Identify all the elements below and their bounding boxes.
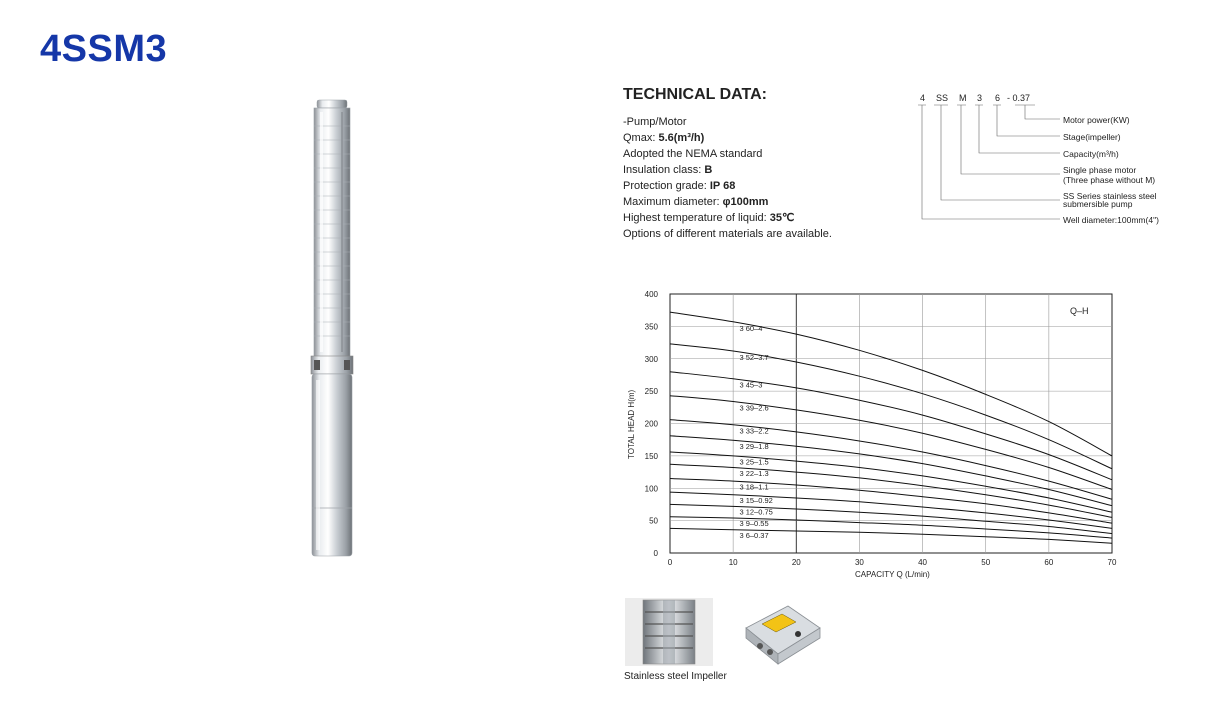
curve-line — [670, 420, 1112, 500]
curve-label: 3 12–0.75 — [739, 507, 773, 517]
curve-label: 3 39–2.6 — [739, 403, 769, 413]
model-part: 3 — [977, 93, 983, 103]
curve-line — [670, 479, 1112, 524]
curve-line — [670, 464, 1112, 517]
legend-capacity: Capacity(m³/h) — [1063, 149, 1119, 159]
spec-line: -Pump/Motor — [623, 116, 687, 128]
model-code-diagram — [905, 88, 1205, 238]
technical-data-heading: TECHNICAL DATA: — [623, 86, 767, 103]
y-tick-label: 50 — [649, 516, 658, 526]
curve-line — [670, 344, 1112, 469]
y-tick-label: 100 — [644, 484, 658, 494]
y-tick-label: 0 — [653, 549, 658, 558]
spec-line: Protection grade: IP 68 — [623, 180, 736, 192]
curve-label: 3 60–4 — [739, 324, 763, 334]
impeller-caption: Stainless steel Impeller — [624, 671, 727, 682]
qh-chart — [615, 283, 1125, 583]
legend-well-diameter: Well diameter:100mm(4") — [1063, 215, 1159, 225]
curve-label: 3 45–3 — [739, 380, 763, 390]
model-part: - 0.37 — [1007, 93, 1031, 103]
legend-submersible: submersible pump — [1063, 199, 1133, 209]
spec-line: Adopted the NEMA standard — [623, 148, 763, 160]
y-tick-label: 250 — [644, 387, 658, 397]
curve-line — [670, 528, 1112, 543]
curve-line — [670, 372, 1112, 480]
curve-label: 3 22–1.3 — [739, 468, 769, 478]
spec-line: Insulation class: B — [623, 164, 713, 176]
x-tick-label: 40 — [918, 558, 928, 567]
curve-label: 3 29–1.8 — [739, 441, 769, 451]
x-tick-label: 10 — [728, 558, 738, 567]
legend-three-phase: (Three phase without M) — [1063, 175, 1156, 185]
spec-line: Maximum diameter: φ100mm — [623, 196, 769, 208]
curve-label: 3 9–0.55 — [739, 519, 769, 529]
curve-label: 3 18–1.1 — [739, 482, 769, 492]
model-part: M — [959, 93, 967, 103]
y-tick-label: 400 — [644, 290, 658, 299]
curve-line — [670, 504, 1112, 533]
model-part: 6 — [995, 93, 1001, 103]
control-box-image — [740, 598, 824, 668]
curve-label: 3 6–0.37 — [739, 530, 769, 540]
curve-label: 3 25–1.5 — [739, 457, 769, 467]
model-part: SS — [936, 93, 949, 103]
y-tick-label: 150 — [644, 451, 658, 461]
curve-label: 3 15–0.92 — [739, 496, 773, 506]
curve-line — [670, 396, 1112, 490]
x-tick-label: 30 — [854, 558, 864, 567]
chart-title: Q–H — [1070, 306, 1089, 316]
model-part: 4 — [920, 93, 926, 103]
spec-line: Options of different materials are available. — [623, 228, 832, 240]
x-axis-label: CAPACITY Q (L/min) — [855, 570, 930, 579]
x-tick-label: 60 — [1044, 558, 1054, 567]
x-tick-label: 0 — [667, 558, 673, 567]
y-tick-label: 200 — [644, 419, 658, 429]
y-tick-label: 350 — [644, 322, 658, 332]
legend-stage: Stage(impeller) — [1063, 132, 1121, 142]
x-tick-label: 70 — [1107, 558, 1117, 567]
pump-image — [300, 98, 364, 560]
y-axis-label: TOTAL HEAD H(m) — [627, 389, 636, 459]
impeller-image — [625, 598, 713, 666]
x-tick-label: 20 — [791, 558, 801, 567]
legend-ss-series: SS Series stainless steel — [1063, 191, 1157, 201]
curve-label: 3 52–3.7 — [739, 353, 769, 363]
x-tick-label: 50 — [981, 558, 991, 567]
page-title: 4SSM3 — [40, 28, 168, 70]
curve-label: 3 33–2.2 — [739, 426, 769, 436]
y-tick-label: 300 — [644, 354, 658, 364]
legend-motor-power: Motor power(KW) — [1063, 115, 1130, 125]
technical-data — [623, 86, 926, 242]
spec-line: Highest temperature of liquid: 35℃ — [623, 212, 795, 224]
legend-single-phase: Single phase motor — [1063, 165, 1137, 175]
spec-line: Qmax: 5.6(m³/h) — [623, 132, 705, 144]
